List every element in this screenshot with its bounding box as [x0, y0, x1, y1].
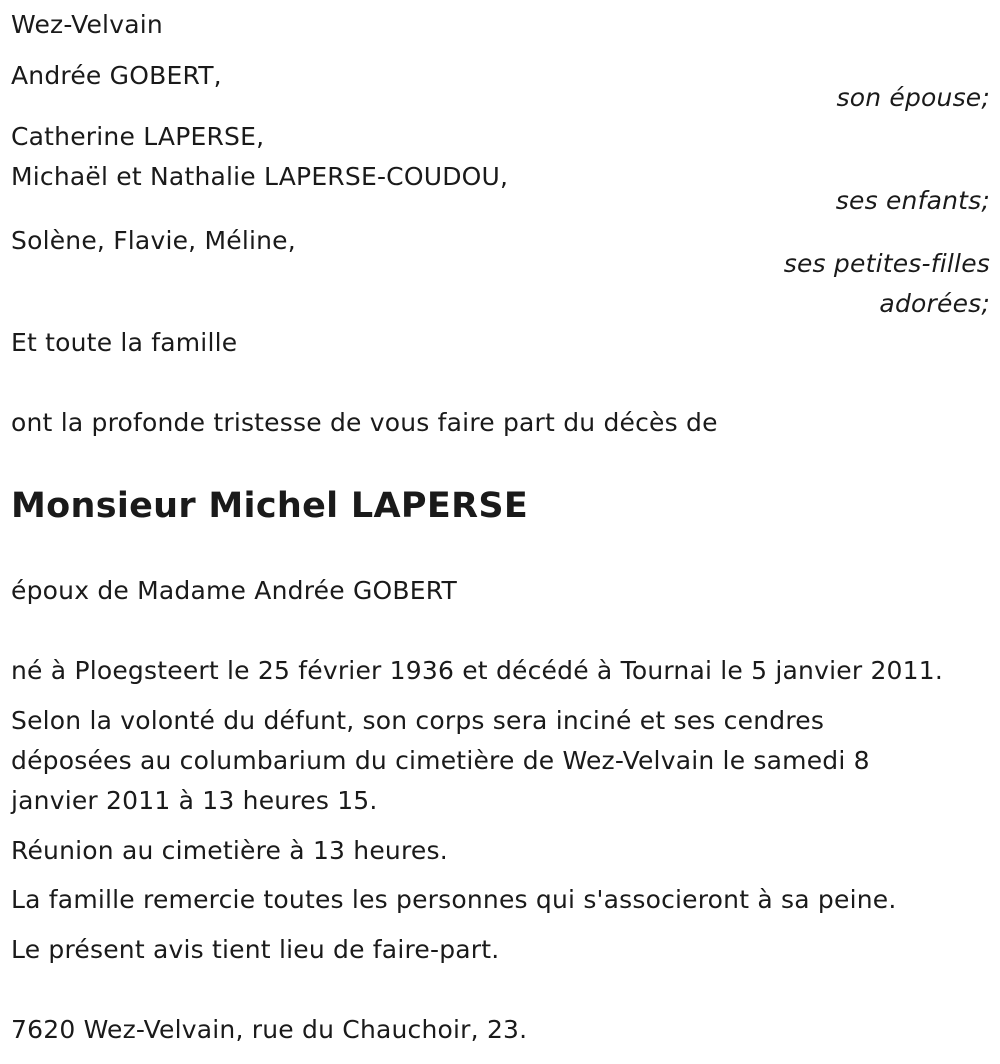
spouse-name: Andrée GOBERT,: [11, 61, 222, 90]
spouse-role: son épouse;: [836, 83, 990, 112]
deceased-name: Monsieur Michel LAPERSE: [11, 486, 529, 526]
extended-family: Et toute la famille: [11, 328, 238, 357]
ceremony-line-3: janvier 2011 à 13 heures 15.: [11, 786, 378, 815]
ceremony-line-2: déposées au columbarium du cimetière de Wez-Velvain le samedi 8: [11, 746, 870, 775]
family-thanks: La famille remercie toutes les personnes qui s'associeront à sa peine.: [11, 885, 897, 914]
spouse-of: époux de Madame Andrée GOBERT: [11, 576, 457, 605]
place-header: Wez-Velvain: [11, 10, 163, 39]
grandchildren-names: Solène, Flavie, Méline,: [11, 226, 296, 255]
children-role: ses enfants;: [835, 186, 990, 215]
grandchildren-role-line1: ses petites-filles: [783, 249, 990, 278]
notice-statement: Le présent avis tient lieu de faire-part.: [11, 935, 500, 964]
child-name-1: Catherine LAPERSE,: [11, 122, 265, 151]
birth-death-info: né à Ploegsteert le 25 février 1936 et décédé à Tournai le 5 janvier 2011.: [11, 656, 944, 685]
announcement-intro: ont la profonde tristesse de vous faire part du décès de: [11, 408, 718, 437]
address: 7620 Wez-Velvain, rue du Chauchoir, 23.: [11, 1015, 528, 1044]
meeting-info: Réunion au cimetière à 13 heures.: [11, 836, 448, 865]
grandchildren-role-line2: adorées;: [879, 289, 990, 318]
ceremony-line-1: Selon la volonté du défunt, son corps sera inciné et ses cendres: [11, 706, 825, 735]
child-name-2: Michaël et Nathalie LAPERSE-COUDOU,: [11, 162, 509, 191]
